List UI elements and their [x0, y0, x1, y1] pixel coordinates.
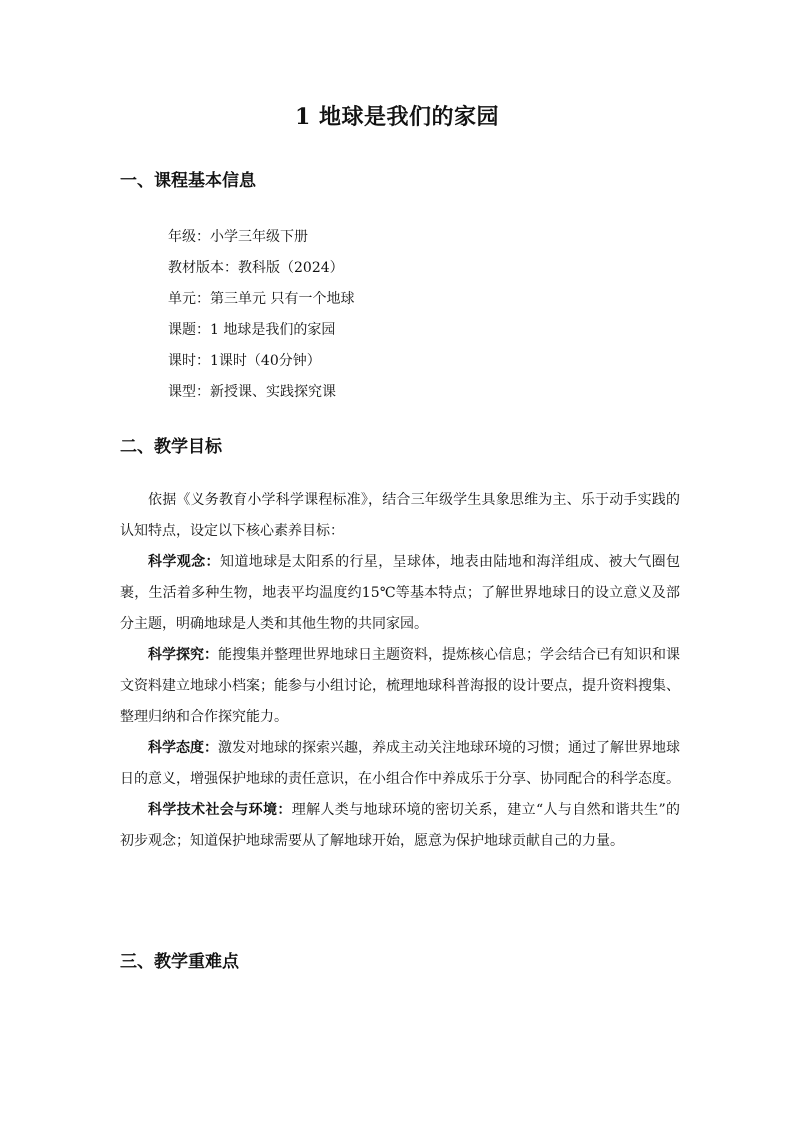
section-heading-key-difficulties: 三、教学重难点	[120, 952, 239, 972]
objectives-intro: 依据《义务教育小学科学课程标准》，结合三年级学生具象思维为主、乐于动手实践的认知特点，设定以下核心素养目标：	[120, 492, 680, 539]
objective-scientific-concept	[120, 547, 680, 640]
objective-scientific-attitude	[120, 733, 680, 795]
basic-info-list	[168, 222, 354, 408]
objectives-body	[120, 485, 680, 857]
info-unit: 单元：第三单元 只有一个地球	[168, 291, 355, 307]
objective-text: 理解人类与地球环境的密切关系，建立“人与自然和谐共生”的初步观念；知道保护地球需要从了解地球开始，愿意为保护地球贡献自己的力量。	[120, 802, 680, 849]
info-lesson-topic: 课题：1 地球是我们的家园	[168, 322, 336, 338]
section-heading-objectives: 二、教学目标	[120, 437, 222, 457]
objective-scientific-inquiry	[120, 640, 680, 733]
objective-term: 科学态度：	[148, 740, 218, 756]
info-grade: 年级：小学三年级下册	[168, 229, 308, 245]
objective-text: 激发对地球的探索兴趣，养成主动关注地球环境的习惯；通过了解世界地球日的意义，增强保护地球的责任意识，在小组合作中养成乐于分享、协同配合的科学态度。	[120, 740, 680, 787]
document-title: 1 地球是我们的家园	[295, 104, 499, 130]
section-heading-basic-info: 一、课程基本信息	[120, 171, 256, 191]
objective-term: 科学技术社会与环境：	[148, 802, 292, 818]
objective-text: 能搜集并整理世界地球日主题资料，提炼核心信息；学会结合已有知识和课文资料建立地球小档案；能参与小组讨论，梳理地球科普海报的设计要点，提升资料搜集、整理归纳和合作探究能力。	[120, 647, 680, 725]
objective-term: 科学探究：	[148, 647, 218, 663]
objective-term: 科学观念：	[148, 554, 220, 570]
info-class-hours: 课时：1课时（40分钟）	[168, 353, 321, 369]
objective-text: 知道地球是太阳系的行星，呈球体，地表由陆地和海洋组成、被大气圈包裹，生活着多种生物，地表平均温度约15℃等基本特点；了解世界地球日的设立意义及部分主题，明确地球是人类和其他生物的共同家园。	[120, 554, 681, 632]
info-textbook-edition: 教材版本：教科版（2024）	[168, 260, 344, 276]
objective-stse	[120, 795, 680, 857]
info-lesson-type: 课型：新授课、实践探究课	[168, 384, 336, 400]
